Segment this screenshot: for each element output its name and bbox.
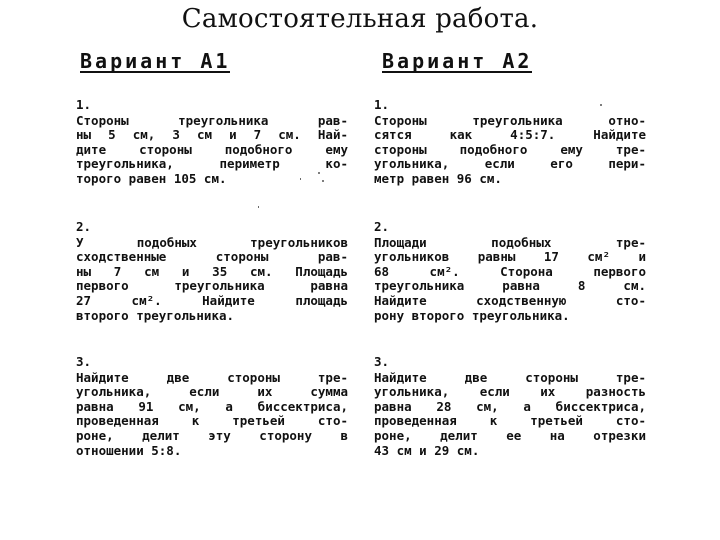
task-line: метр равен 96 см. [374, 170, 502, 186]
task-number: 2. [76, 219, 92, 234]
a2-task-1 [374, 98, 646, 187]
page-title: Самостоятельная работа. [181, 4, 539, 34]
task-line: угольника, если его пери- [374, 156, 646, 172]
scan-speck [318, 172, 320, 174]
a2-task-2 [374, 220, 646, 323]
task-line: сходственные стороны рав- [76, 249, 348, 265]
task-line: треугольника равна 8 см. [374, 278, 646, 294]
task-line: роне, делит эту сторону в [76, 427, 348, 443]
scan-speck [258, 206, 259, 208]
task-number: 2. [374, 219, 390, 234]
a2-task-3 [374, 355, 646, 458]
task-number: 3. [76, 354, 92, 369]
task-line: Найдите две стороны тре- [374, 369, 646, 385]
a1-task-1 [76, 98, 348, 187]
task-line: угольников равны 17 см² и [374, 249, 646, 265]
task-line: Стороны треугольника рав- [76, 112, 348, 128]
task-line: У подобных треугольников [76, 234, 348, 250]
task-line: равна 28 см, а биссектриса, [374, 398, 646, 414]
variant-a1-heading: Вариант А1 [80, 49, 231, 73]
task-line: сятся как 4:5:7. Найдите [374, 127, 646, 143]
task-line: рону второго треугольника. [374, 307, 570, 323]
task-line: отношении 5:8. [76, 442, 182, 458]
task-line: ны 5 см, 3 см и 7 см. Най- [76, 127, 348, 143]
task-number: 3. [374, 354, 390, 369]
task-number: 1. [76, 97, 92, 112]
task-number: 1. [374, 97, 390, 112]
task-line: равна 91 см, а биссектриса, [76, 398, 348, 414]
task-line: 27 см². Найдите площадь [76, 292, 348, 308]
task-line: торого равен 105 см. [76, 170, 227, 186]
task-line: угольника, если их сумма [76, 384, 348, 400]
scan-speck [322, 180, 324, 182]
a1-task-3 [76, 355, 348, 458]
variant-a2-heading: Вариант А2 [382, 49, 533, 73]
task-line: Найдите сходственную сто- [374, 292, 646, 308]
task-line: ны 7 см и 35 см. Площадь [76, 263, 348, 279]
task-line: дите стороны подобного ему [76, 141, 348, 157]
task-line: проведенная к третьей сто- [76, 413, 348, 429]
scan-speck [300, 178, 301, 180]
task-line: проведенная к третьей сто- [374, 413, 646, 429]
task-line: второго треугольника. [76, 307, 235, 323]
a1-task-2 [76, 220, 348, 323]
task-line: треугольника, периметр ко- [76, 156, 348, 172]
task-line: Найдите две стороны тре- [76, 369, 348, 385]
task-line: стороны подобного ему тре- [374, 141, 646, 157]
task-line: 43 см и 29 см. [374, 442, 480, 458]
task-line: угольника, если их разность [374, 384, 646, 400]
task-line: Стороны треугольника отно- [374, 112, 646, 128]
task-line: первого треугольника равна [76, 278, 348, 294]
task-line: Площади подобных тре- [374, 234, 646, 250]
scan-speck [600, 104, 602, 106]
task-line: роне, делит ее на отрезки [374, 427, 646, 443]
task-line: 68 см². Сторона первого [374, 263, 646, 279]
